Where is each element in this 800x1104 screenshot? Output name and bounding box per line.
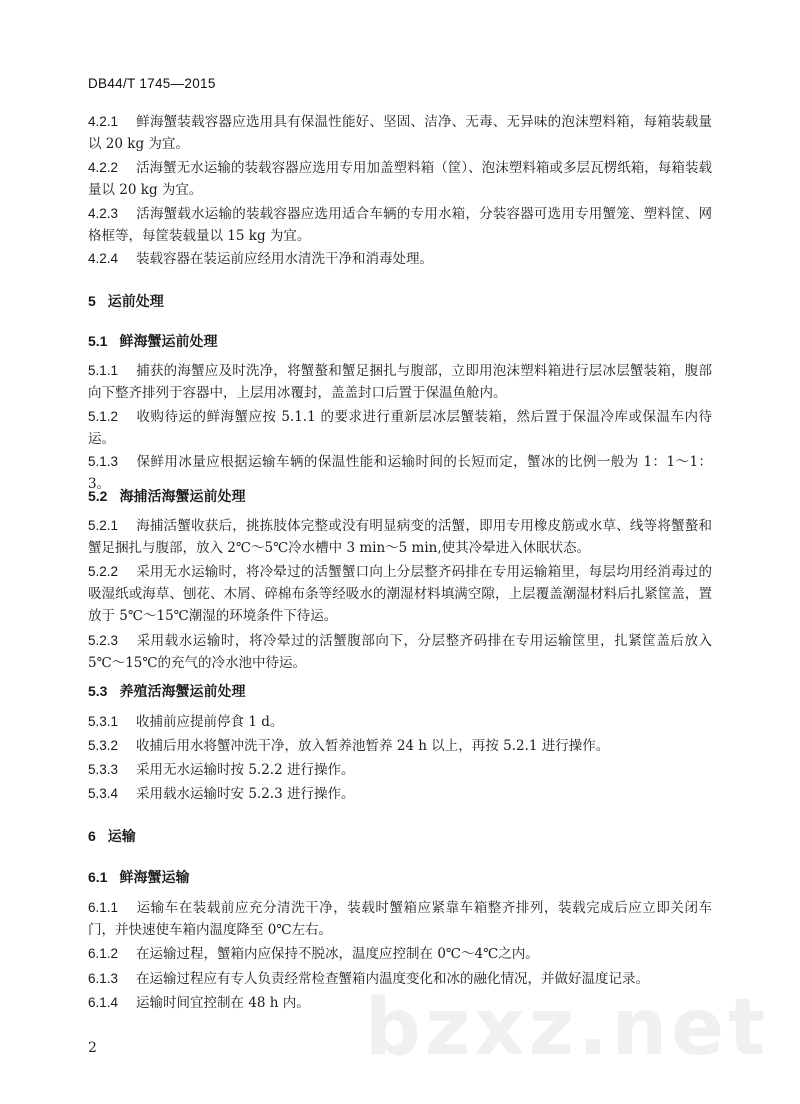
clause-number: 5.1.2 (88, 409, 119, 424)
site-watermark: bzxz.net (365, 983, 770, 1073)
clause-4-2-3 (88, 203, 712, 247)
clause-number: 5.3.2 (88, 738, 119, 753)
clause-text: 保鲜用冰量应根据运输车辆的保温性能和运输时间的长短而定，蟹冰的比例一般为 1：1～1：3。 (88, 454, 712, 492)
heading-number: 6 (88, 828, 96, 844)
clause-5-3-1 (88, 711, 712, 733)
clause-number: 4.2.3 (88, 206, 119, 221)
clause-text: 活海蟹载水运输的装载容器应选用适合车辆的专用水箱，分装容器可选用专用蟹笼、塑料筐、网格框等，每筐装载量以 15 kg 为宜。 (88, 206, 712, 244)
clause-text: 在运输过程，蟹箱内应保持不脱冰，温度应控制在 0℃～4℃之内。 (136, 946, 539, 962)
clause-6-1-1 (88, 897, 712, 941)
section-heading-6 (88, 825, 712, 848)
clause-text: 鲜海蟹装载容器应选用具有保温性能好、坚固、洁净、无毒、无异味的泡沫塑料箱，每箱装载量以 20 kg 为宜。 (88, 114, 712, 152)
clause-number: 4.2.2 (88, 160, 119, 175)
clause-number: 4.2.1 (88, 114, 119, 129)
clause-5-2-1 (88, 515, 712, 559)
clause-text: 采用载水运输时安 5.2.3 进行操作。 (136, 786, 355, 802)
clause-text: 采用无水运输时按 5.2.2 进行操作。 (136, 762, 355, 778)
clause-text: 捕获的海蟹应及时洗净，将蟹螯和蟹足捆扎与腹部，立即用泡沫塑料箱进行层冰层蟹装箱，腹部向下整齐排列于容器中，上层用冰覆封，盖盖封口后置于保温鱼舱内。 (88, 363, 712, 401)
heading-number: 5.1 (88, 333, 108, 349)
heading-number: 5 (88, 293, 96, 309)
section-heading-5 (88, 290, 712, 313)
clause-6-1-2 (88, 943, 712, 965)
page-number: 2 (88, 1040, 97, 1056)
clause-number: 5.3.1 (88, 714, 119, 729)
clause-text: 采用载水运输时，将冷晕过的活蟹腹部向下，分层整齐码排在专用运输筐里，扎紧筐盖后放入 5℃～15℃的充气的冷水池中待运。 (88, 633, 712, 671)
section-heading-5-2 (88, 485, 712, 508)
clause-5-2-3 (88, 630, 712, 674)
clause-text: 收捕前应提前停食 1 d。 (136, 714, 284, 730)
clause-number: 6.1.4 (88, 995, 119, 1010)
clause-number: 5.1.1 (88, 363, 119, 378)
clause-5-3-2 (88, 735, 712, 757)
clause-number: 6.1.1 (88, 900, 119, 915)
clause-text: 海捕活蟹收获后，挑拣肢体完整或没有明显病变的活蟹，即用专用橡皮筋或水草、线等将蟹螯和蟹足捆扎与腹部，放入 2℃～5℃冷水槽中 3 min～5 min,使其冷晕进入休眠状态。 (88, 518, 712, 556)
clause-5-1-2 (88, 406, 712, 450)
clause-number: 5.2.2 (88, 564, 119, 579)
clause-text: 运输车在装载前应充分清洗干净，装载时蟹箱应紧靠车箱整齐排列，装载完成后应立即关闭车门，并快速使车箱内温度降至 0℃左右。 (88, 900, 712, 938)
clause-5-1-1 (88, 360, 712, 404)
clause-text: 采用无水运输时，将冷晕过的活蟹蟹口向上分层整齐码排在专用运输箱里，每层均用经消毒过的吸湿纸或海草、刨花、木屑、碎棉布条等经吸水的潮湿材料填满空隙，上层覆盖潮湿材料后扎紧筐盖，置放于 5℃～15℃潮湿的环境条件下待运。 (88, 564, 712, 624)
clause-4-2-4 (88, 248, 712, 270)
clause-number: 5.2.3 (88, 633, 119, 648)
heading-text: 运前处理 (107, 294, 164, 310)
heading-text: 海捕活海蟹运前处理 (119, 489, 246, 505)
section-heading-5-1 (88, 330, 712, 353)
section-heading-5-3 (88, 680, 712, 703)
clause-4-2-2 (88, 157, 712, 201)
clause-text: 在运输过程应有专人负责经常检查蟹箱内温度变化和冰的融化情况，并做好温度记录。 (136, 971, 650, 987)
heading-text: 养殖活海蟹运前处理 (119, 684, 246, 700)
heading-number: 5.3 (88, 683, 108, 699)
clause-5-3-4 (88, 783, 712, 805)
heading-text: 鲜海蟹运输 (119, 870, 190, 886)
clause-5-2-2 (88, 561, 712, 627)
clause-4-2-1 (88, 111, 712, 155)
clause-number: 6.1.3 (88, 971, 119, 986)
clause-number: 4.2.4 (88, 251, 119, 266)
clause-text: 收购待运的鲜海蟹应按 5.1.1 的要求进行重新层冰层蟹装箱，然后置于保温冷库或保温车内待运。 (88, 409, 712, 447)
heading-number: 5.2 (88, 488, 108, 504)
clause-text: 装载容器在装运前应经用水清洗干净和消毒处理。 (136, 251, 434, 267)
clause-number: 5.1.3 (88, 454, 119, 469)
clause-text: 活海蟹无水运输的装载容器应选用专用加盖塑料箱（筐）、泡沫塑料箱或多层瓦楞纸箱，每箱装载量以 20 kg 为宜。 (88, 160, 712, 198)
clause-number: 5.3.3 (88, 762, 119, 777)
section-heading-6-1 (88, 866, 712, 889)
heading-text: 鲜海蟹运前处理 (119, 334, 218, 350)
clause-number: 5.2.1 (88, 518, 119, 533)
clause-text: 收捕后用水将蟹冲洗干净，放入暂养池暂养 24 h 以上，再按 5.2.1 进行操作。 (136, 738, 610, 754)
clause-text: 运输时间宜控制在 48 h 内。 (136, 995, 310, 1011)
clause-number: 5.3.4 (88, 786, 119, 801)
clause-5-3-3 (88, 759, 712, 781)
heading-text: 运输 (107, 829, 136, 845)
heading-number: 6.1 (88, 869, 108, 885)
clause-number: 6.1.2 (88, 946, 119, 961)
standard-code: DB44/T 1745—2015 (88, 76, 216, 91)
